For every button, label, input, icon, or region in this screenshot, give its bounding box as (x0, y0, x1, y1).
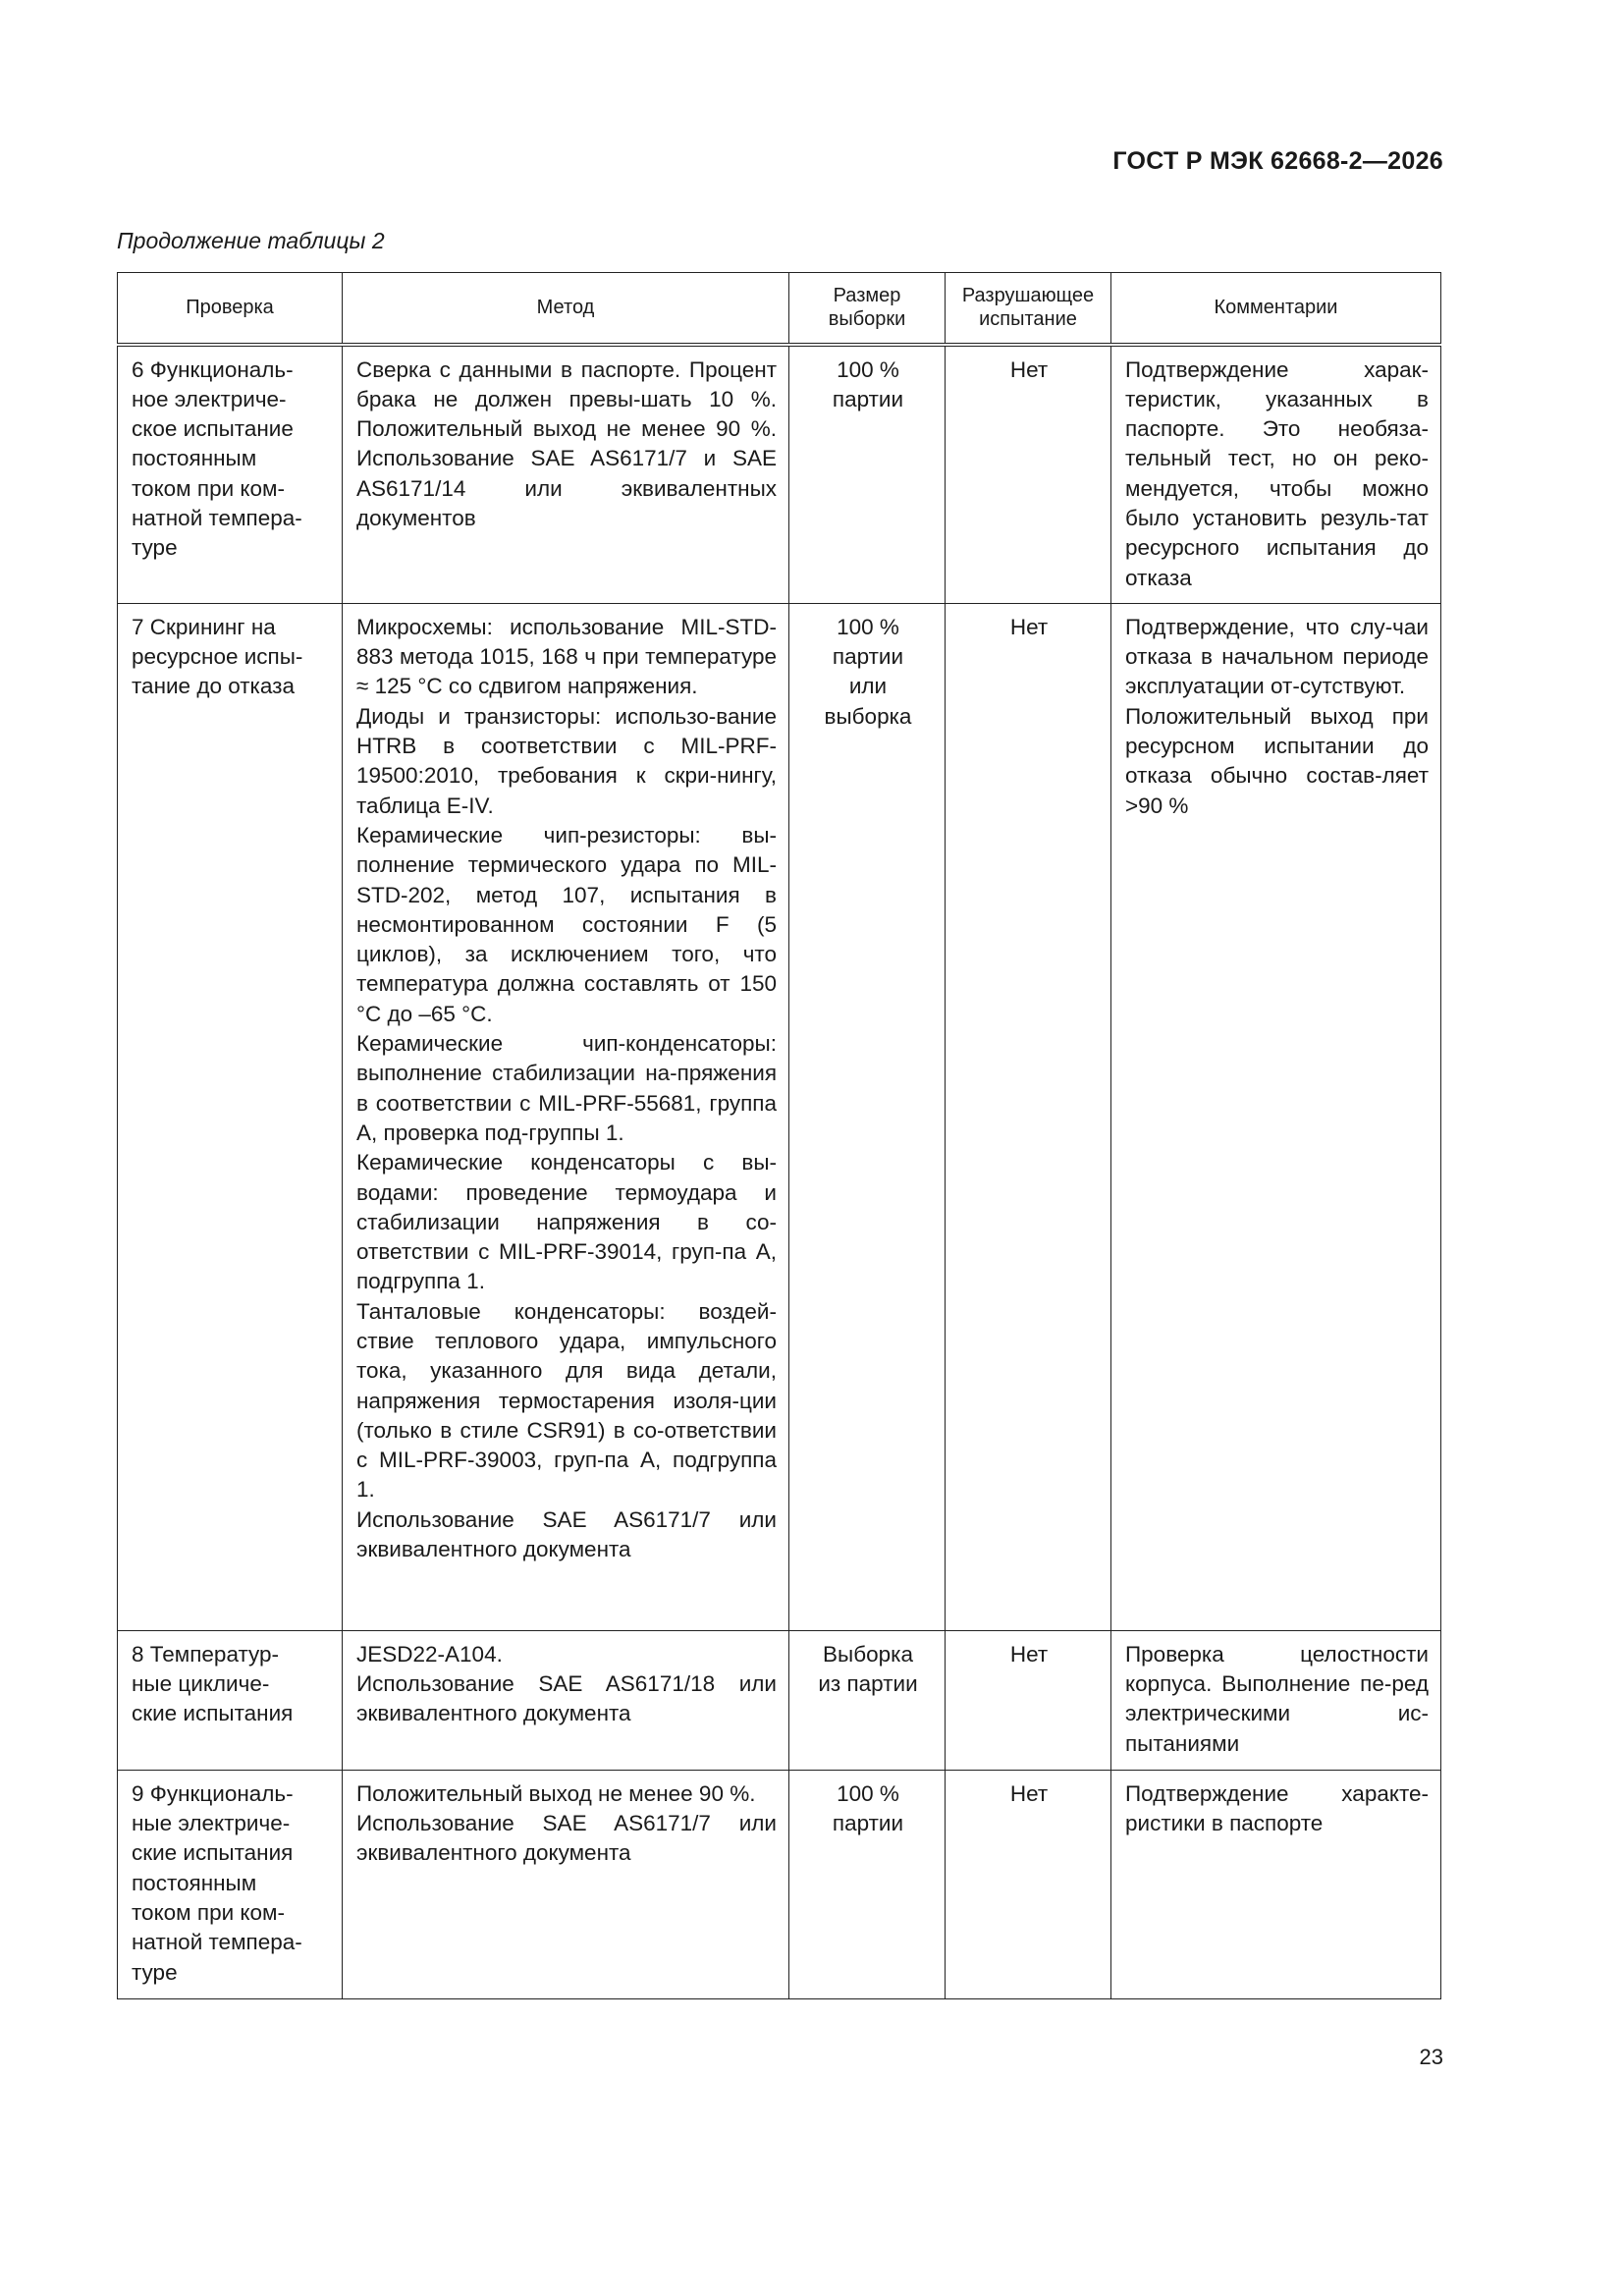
page-number: 23 (1419, 2045, 1443, 2069)
cell-method: Сверка с данными в паспорте. Процент брака не должен превы-шать 10 %. Положительный выход не менее 90 %. Использование SAE AS6171/7 и SAE AS6171/14 или эквивалентных документов (343, 345, 789, 604)
header-check: Проверка (118, 273, 343, 345)
cell-sample-size: 100 % партии (789, 345, 946, 604)
cell-sample-size: 100 % партии (789, 1770, 946, 1998)
table-row (118, 1770, 1441, 1998)
cell-destructive: Нет (946, 1630, 1111, 1770)
cell-sample-size: Выборка из партии (789, 1630, 946, 1770)
header-sample-size: Размер выборки (789, 273, 946, 345)
cell-method: Микросхемы: использование MIL-STD-883 метода 1015, 168 ч при температуре ≈ 125 °C со сдвигом напряжения. Диоды и транзисторы: использо-вание HTRB в соответствии с MIL-PRF-19500:2010, требования к скри-нингу, таблица E-IV. Керамические чип-резисторы: вы-полнение термического удара по MIL-STD-202, метод 107, испытания в несмонтированном состоянии F (5 циклов), за исключением того, что температура должна составлять от 150 °C до –65 °C. Керамические чип-конденсаторы: выполнение стабилизации на-пряжения в соответствии с MIL-PRF-55681, группа A, проверка под-группы 1. Керамические конденсаторы с вы-водами: проведение термоудара и стабилизации напряжения в со-ответствии с MIL-PRF-39014, груп-па A, подгруппа 1. Танталовые конденсаторы: воздей-ствие теплового удара, импульсного тока, указанного для вида детали, напряжения термостарения изоля-ции (только в стиле CSR91) в со-ответствии с MIL-PRF-39003, груп-па A, подгруппа 1. Использование SAE AS6171/7 или эквивалентного документа (343, 603, 789, 1630)
cell-comment: Подтверждение харак-теристик, указанных в паспорте. Это необяза-тельный тест, но он реко-мендуется, чтобы можно было установить резуль-тат ресурсного испытания до отказа (1111, 345, 1441, 604)
cell-check: 8 Температур- ные цикличе- ские испытания (118, 1630, 343, 1770)
cell-destructive: Нет (946, 1770, 1111, 1998)
cell-check: 6 Функциональ- ное электриче- ское испытание постоянным током при ком- натной темпера- туре (118, 345, 343, 604)
cell-check: 7 Скрининг на ресурсное испы- тание до отказа (118, 603, 343, 1630)
table-caption: Продолжение таблицы 2 (117, 228, 385, 253)
cell-comment: Проверка целостности корпуса. Выполнение пе-ред электрическими ис-пытаниями (1111, 1630, 1441, 1770)
table-row (118, 345, 1441, 604)
document-code: ГОСТ Р МЭК 62668-2—2026 (1112, 147, 1443, 175)
table-row (118, 1630, 1441, 1770)
cell-comment: Подтверждение характе-ристики в паспорте (1111, 1770, 1441, 1998)
cell-method: Положительный выход не менее 90 %. Использование SAE AS6171/7 или эквивалентного документа (343, 1770, 789, 1998)
cell-sample-size: 100 % партии или выборка (789, 603, 946, 1630)
header-comments: Комментарии (1111, 273, 1441, 345)
table-header-row (118, 273, 1441, 345)
requirements-table (117, 272, 1441, 1999)
cell-check: 9 Функциональ- ные электриче- ские испытания постоянным током при ком- натной темпера- туре (118, 1770, 343, 1998)
cell-destructive: Нет (946, 603, 1111, 1630)
cell-destructive: Нет (946, 345, 1111, 604)
header-method: Метод (343, 273, 789, 345)
header-destructive: Разрушающее испытание (946, 273, 1111, 345)
table-row (118, 603, 1441, 1630)
cell-comment: Подтверждение, что слу-чаи отказа в начальном периоде эксплуатации от-сутствуют. Положительный выход при ресурсном испытании до отказа обычно состав-ляет >90 % (1111, 603, 1441, 1630)
cell-method: JESD22-A104. Использование SAE AS6171/18 или эквивалентного документа (343, 1630, 789, 1770)
